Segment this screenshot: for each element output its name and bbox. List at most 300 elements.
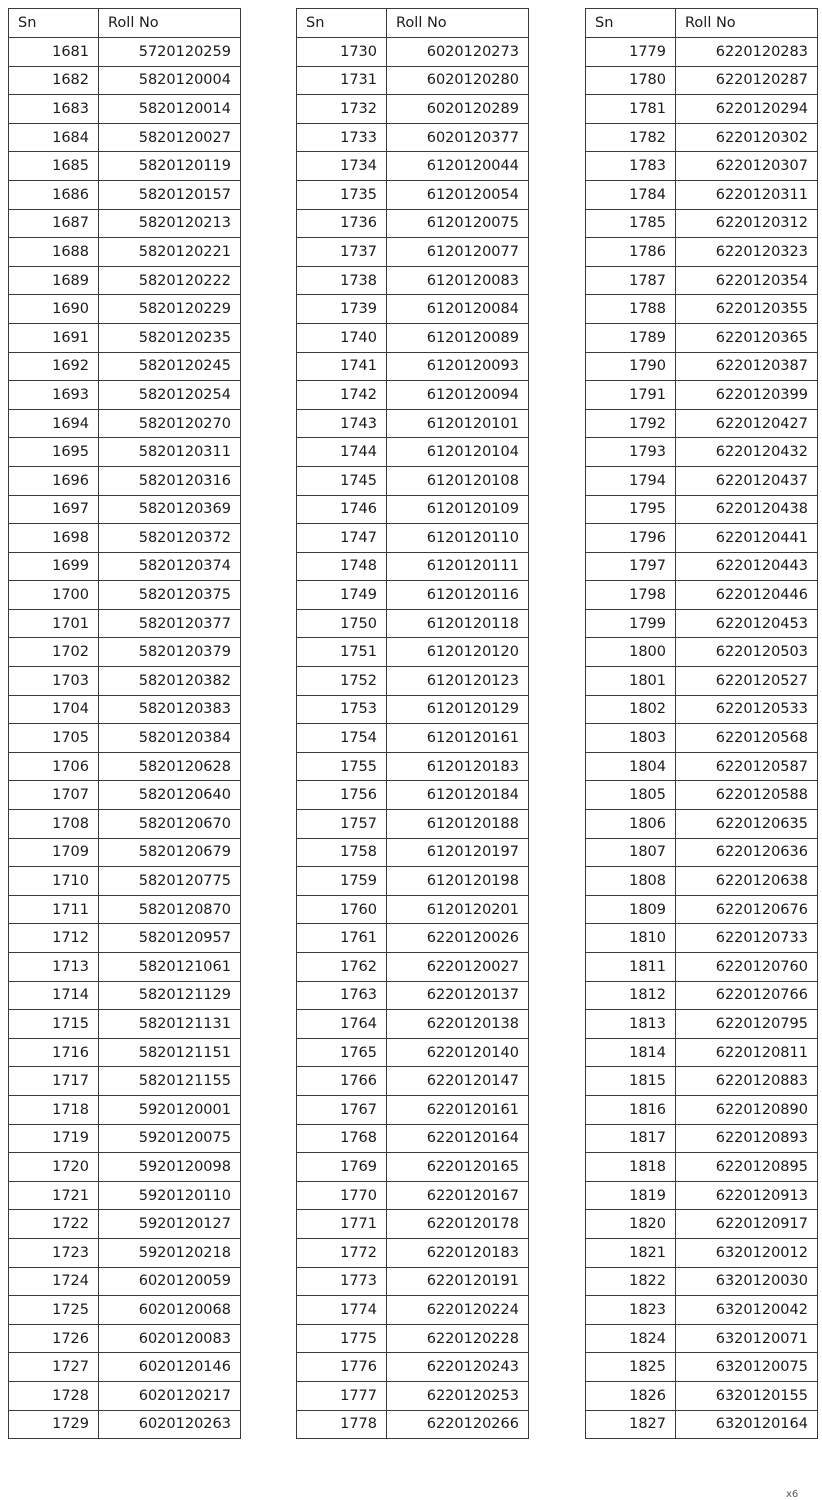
roll-no-cell: 5820120369 bbox=[99, 495, 241, 524]
sn-cell: 1749 bbox=[297, 581, 387, 610]
table-row bbox=[9, 752, 241, 781]
roll-no-cell: 6220120917 bbox=[676, 1210, 818, 1239]
sn-cell: 1700 bbox=[9, 581, 99, 610]
table-row bbox=[586, 752, 818, 781]
table-row bbox=[586, 667, 818, 696]
sn-cell: 1728 bbox=[9, 1381, 99, 1410]
roll-no-cell: 6220120354 bbox=[676, 266, 818, 295]
table-row bbox=[297, 552, 529, 581]
table-row bbox=[586, 38, 818, 67]
sn-cell: 1801 bbox=[586, 667, 676, 696]
table-row bbox=[297, 95, 529, 124]
roll-no-cell: 6220120432 bbox=[676, 438, 818, 467]
table-row bbox=[9, 1067, 241, 1096]
roll-no-cell: 6220120178 bbox=[387, 1210, 529, 1239]
sn-cell: 1730 bbox=[297, 38, 387, 67]
table-row bbox=[586, 466, 818, 495]
table-row bbox=[297, 752, 529, 781]
sn-cell: 1742 bbox=[297, 381, 387, 410]
roll-no-cell: 6120120198 bbox=[387, 867, 529, 896]
table-row bbox=[9, 781, 241, 810]
roll-no-cell: 6220120224 bbox=[387, 1296, 529, 1325]
roll-no-cell: 6220120399 bbox=[676, 381, 818, 410]
sn-cell: 1788 bbox=[586, 295, 676, 324]
table-row bbox=[586, 123, 818, 152]
table-row bbox=[9, 1181, 241, 1210]
roll-no-cell: 6220120253 bbox=[387, 1381, 529, 1410]
sn-cell: 1757 bbox=[297, 810, 387, 839]
sn-cell: 1710 bbox=[9, 867, 99, 896]
sn-cell: 1824 bbox=[586, 1324, 676, 1353]
sn-cell: 1762 bbox=[297, 953, 387, 982]
sn-cell: 1760 bbox=[297, 895, 387, 924]
roll-no-cell: 6220120588 bbox=[676, 781, 818, 810]
sn-cell: 1759 bbox=[297, 867, 387, 896]
roll-no-cell: 6120120197 bbox=[387, 838, 529, 867]
roll-no-cell: 6120120188 bbox=[387, 810, 529, 839]
table-row bbox=[297, 352, 529, 381]
sn-cell: 1686 bbox=[9, 180, 99, 209]
table-row bbox=[9, 981, 241, 1010]
roll-no-cell: 6220120027 bbox=[387, 953, 529, 982]
sn-cell: 1747 bbox=[297, 524, 387, 553]
table-row bbox=[297, 953, 529, 982]
roll-no-cell: 5820120382 bbox=[99, 667, 241, 696]
sn-cell: 1684 bbox=[9, 123, 99, 152]
table-row bbox=[297, 581, 529, 610]
sn-cell: 1765 bbox=[297, 1038, 387, 1067]
roll-no-cell: 6320120075 bbox=[676, 1353, 818, 1382]
roll-no-cell: 6320120042 bbox=[676, 1296, 818, 1325]
table-row bbox=[297, 1153, 529, 1182]
table-row bbox=[9, 123, 241, 152]
table-row bbox=[586, 1267, 818, 1296]
table-row bbox=[297, 66, 529, 95]
sn-cell: 1782 bbox=[586, 123, 676, 152]
table-row bbox=[297, 1181, 529, 1210]
sn-cell: 1729 bbox=[9, 1410, 99, 1439]
sn-cell: 1751 bbox=[297, 638, 387, 667]
sn-cell: 1707 bbox=[9, 781, 99, 810]
sn-cell: 1721 bbox=[9, 1181, 99, 1210]
roll-no-cell: 6220120266 bbox=[387, 1410, 529, 1439]
roll-no-cell: 6120120084 bbox=[387, 295, 529, 324]
sn-cell: 1784 bbox=[586, 180, 676, 209]
roll-no-cell: 6220120437 bbox=[676, 466, 818, 495]
sn-cell: 1777 bbox=[297, 1381, 387, 1410]
roll-no-cell: 6220120895 bbox=[676, 1153, 818, 1182]
roll-no-cell: 6120120108 bbox=[387, 466, 529, 495]
table-row bbox=[9, 409, 241, 438]
sn-cell: 1754 bbox=[297, 724, 387, 753]
table-row bbox=[297, 1124, 529, 1153]
roll-no-cell: 5920120098 bbox=[99, 1153, 241, 1182]
roll-no-cell: 6320120155 bbox=[676, 1381, 818, 1410]
roll-no-cell: 6220120443 bbox=[676, 552, 818, 581]
sn-cell: 1726 bbox=[9, 1324, 99, 1353]
sn-cell: 1804 bbox=[586, 752, 676, 781]
roll-no-cell: 5820120379 bbox=[99, 638, 241, 667]
roll-no-cell: 5920120127 bbox=[99, 1210, 241, 1239]
sn-cell: 1820 bbox=[586, 1210, 676, 1239]
table-row bbox=[9, 66, 241, 95]
sn-cell: 1803 bbox=[586, 724, 676, 753]
table-row bbox=[9, 438, 241, 467]
header-row bbox=[586, 9, 818, 38]
roll-no-cell: 6120120184 bbox=[387, 781, 529, 810]
sn-header: Sn bbox=[297, 9, 387, 38]
table-row bbox=[9, 266, 241, 295]
table-row bbox=[9, 1124, 241, 1153]
table-row bbox=[586, 1324, 818, 1353]
table-row bbox=[297, 1296, 529, 1325]
sn-cell: 1752 bbox=[297, 667, 387, 696]
roll-no-cell: 5820120014 bbox=[99, 95, 241, 124]
sn-cell: 1787 bbox=[586, 266, 676, 295]
roll-no-cell: 6220120811 bbox=[676, 1038, 818, 1067]
sn-cell: 1689 bbox=[9, 266, 99, 295]
sn-cell: 1811 bbox=[586, 953, 676, 982]
table-row bbox=[586, 495, 818, 524]
roll-no-header: Roll No bbox=[99, 9, 241, 38]
roll-no-cell: 6220120636 bbox=[676, 838, 818, 867]
sn-cell: 1694 bbox=[9, 409, 99, 438]
sn-cell: 1806 bbox=[586, 810, 676, 839]
roll-no-cell: 6220120183 bbox=[387, 1238, 529, 1267]
table-row bbox=[586, 838, 818, 867]
table-row bbox=[297, 180, 529, 209]
sn-cell: 1810 bbox=[586, 924, 676, 953]
sn-cell: 1763 bbox=[297, 981, 387, 1010]
sn-cell: 1827 bbox=[586, 1410, 676, 1439]
sn-cell: 1725 bbox=[9, 1296, 99, 1325]
roll-no-cell: 6220120533 bbox=[676, 695, 818, 724]
sn-header: Sn bbox=[9, 9, 99, 38]
sn-cell: 1783 bbox=[586, 152, 676, 181]
table-row bbox=[9, 95, 241, 124]
sn-cell: 1789 bbox=[586, 323, 676, 352]
roll-no-cell: 6220120191 bbox=[387, 1267, 529, 1296]
table-row bbox=[586, 1095, 818, 1124]
sn-cell: 1778 bbox=[297, 1410, 387, 1439]
roll-no-cell: 6220120287 bbox=[676, 66, 818, 95]
roll-no-cell: 5820120254 bbox=[99, 381, 241, 410]
sn-cell: 1733 bbox=[297, 123, 387, 152]
table-row bbox=[9, 1238, 241, 1267]
sn-cell: 1711 bbox=[9, 895, 99, 924]
table-row bbox=[9, 1353, 241, 1382]
roll-no-cell: 5820120270 bbox=[99, 409, 241, 438]
roll-no-cell: 6120120104 bbox=[387, 438, 529, 467]
roll-no-cell: 5820120235 bbox=[99, 323, 241, 352]
sn-cell: 1690 bbox=[9, 295, 99, 324]
roll-no-cell: 5820120374 bbox=[99, 552, 241, 581]
roll-no-cell: 5820120640 bbox=[99, 781, 241, 810]
sn-cell: 1826 bbox=[586, 1381, 676, 1410]
sn-cell: 1776 bbox=[297, 1353, 387, 1382]
roll-no-cell: 6220120355 bbox=[676, 295, 818, 324]
table-row bbox=[9, 295, 241, 324]
roll-no-cell: 5820121129 bbox=[99, 981, 241, 1010]
sn-cell: 1774 bbox=[297, 1296, 387, 1325]
sn-cell: 1753 bbox=[297, 695, 387, 724]
table-row bbox=[9, 1153, 241, 1182]
sn-cell: 1723 bbox=[9, 1238, 99, 1267]
roll-no-cell: 5820120221 bbox=[99, 238, 241, 267]
table-row bbox=[586, 1124, 818, 1153]
table-row bbox=[586, 895, 818, 924]
table-row bbox=[297, 524, 529, 553]
table-row bbox=[586, 1067, 818, 1096]
sn-cell: 1755 bbox=[297, 752, 387, 781]
table-row bbox=[297, 810, 529, 839]
roll-no-cell: 6120120075 bbox=[387, 209, 529, 238]
roll-no-cell: 5820120316 bbox=[99, 466, 241, 495]
table-row bbox=[586, 1410, 818, 1439]
sn-cell: 1724 bbox=[9, 1267, 99, 1296]
sn-cell: 1769 bbox=[297, 1153, 387, 1182]
roll-no-cell: 6220120161 bbox=[387, 1095, 529, 1124]
sn-cell: 1748 bbox=[297, 552, 387, 581]
roll-no-cell: 6220120795 bbox=[676, 1010, 818, 1039]
table-row bbox=[9, 581, 241, 610]
table-row bbox=[586, 1181, 818, 1210]
roll-no-cell: 6220120760 bbox=[676, 953, 818, 982]
table-row bbox=[586, 1153, 818, 1182]
sn-cell: 1768 bbox=[297, 1124, 387, 1153]
sn-cell: 1738 bbox=[297, 266, 387, 295]
table-row bbox=[9, 953, 241, 982]
sn-cell: 1805 bbox=[586, 781, 676, 810]
roll-no-cell: 6220120890 bbox=[676, 1095, 818, 1124]
table-row bbox=[297, 981, 529, 1010]
table-row bbox=[9, 352, 241, 381]
table-row bbox=[297, 695, 529, 724]
roll-no-cell: 6220120243 bbox=[387, 1353, 529, 1382]
table-row bbox=[297, 1410, 529, 1439]
sn-cell: 1786 bbox=[586, 238, 676, 267]
sn-cell: 1716 bbox=[9, 1038, 99, 1067]
table-row bbox=[297, 1238, 529, 1267]
sn-cell: 1791 bbox=[586, 381, 676, 410]
sn-cell: 1702 bbox=[9, 638, 99, 667]
table-row bbox=[586, 323, 818, 352]
table-row bbox=[9, 609, 241, 638]
sn-cell: 1802 bbox=[586, 695, 676, 724]
table-row bbox=[297, 1324, 529, 1353]
sn-cell: 1705 bbox=[9, 724, 99, 753]
roll-no-cell: 5820120870 bbox=[99, 895, 241, 924]
roll-no-header: Roll No bbox=[387, 9, 529, 38]
roll-no-cell: 6220120167 bbox=[387, 1181, 529, 1210]
roll-no-cell: 6120120116 bbox=[387, 581, 529, 610]
roll-no-cell: 6220120294 bbox=[676, 95, 818, 124]
roll-no-cell: 5820121151 bbox=[99, 1038, 241, 1067]
sn-cell: 1720 bbox=[9, 1153, 99, 1182]
sn-cell: 1808 bbox=[586, 867, 676, 896]
table-row bbox=[9, 381, 241, 410]
roll-no-cell: 6220120733 bbox=[676, 924, 818, 953]
table-row bbox=[9, 152, 241, 181]
table-row bbox=[297, 895, 529, 924]
roll-no-cell: 6220120453 bbox=[676, 609, 818, 638]
roll-no-cell: 6220120766 bbox=[676, 981, 818, 1010]
sn-cell: 1745 bbox=[297, 466, 387, 495]
roll-no-cell: 6220120165 bbox=[387, 1153, 529, 1182]
sn-cell: 1681 bbox=[9, 38, 99, 67]
sn-cell: 1704 bbox=[9, 695, 99, 724]
table-row bbox=[586, 180, 818, 209]
roll-no-cell: 6020120280 bbox=[387, 66, 529, 95]
sn-cell: 1692 bbox=[9, 352, 99, 381]
roll-no-cell: 6020120146 bbox=[99, 1353, 241, 1382]
sn-cell: 1775 bbox=[297, 1324, 387, 1353]
table-row bbox=[9, 810, 241, 839]
roll-no-cell: 6120120093 bbox=[387, 352, 529, 381]
sn-cell: 1727 bbox=[9, 1353, 99, 1382]
table-row bbox=[9, 466, 241, 495]
sn-cell: 1682 bbox=[9, 66, 99, 95]
roll-no-cell: 6120120094 bbox=[387, 381, 529, 410]
table-row bbox=[297, 295, 529, 324]
sn-cell: 1819 bbox=[586, 1181, 676, 1210]
table-row bbox=[9, 1410, 241, 1439]
table-row bbox=[586, 867, 818, 896]
table-row bbox=[297, 438, 529, 467]
sn-cell: 1737 bbox=[297, 238, 387, 267]
table-row bbox=[586, 609, 818, 638]
roll-no-cell: 6020120068 bbox=[99, 1296, 241, 1325]
table-row bbox=[297, 495, 529, 524]
sn-cell: 1812 bbox=[586, 981, 676, 1010]
sn-cell: 1687 bbox=[9, 209, 99, 238]
sn-cell: 1691 bbox=[9, 323, 99, 352]
table-row bbox=[297, 152, 529, 181]
roll-no-cell: 6120120109 bbox=[387, 495, 529, 524]
table-row bbox=[586, 1238, 818, 1267]
roll-no-cell: 6220120311 bbox=[676, 180, 818, 209]
roll-no-cell: 6320120030 bbox=[676, 1267, 818, 1296]
sn-cell: 1712 bbox=[9, 924, 99, 953]
table-row bbox=[586, 409, 818, 438]
roll-no-cell: 6220120676 bbox=[676, 895, 818, 924]
roll-no-cell: 5920120001 bbox=[99, 1095, 241, 1124]
table-row bbox=[9, 667, 241, 696]
roll-no-cell: 5820120372 bbox=[99, 524, 241, 553]
table-row bbox=[297, 381, 529, 410]
table-row bbox=[9, 1296, 241, 1325]
table-row bbox=[9, 895, 241, 924]
sn-cell: 1741 bbox=[297, 352, 387, 381]
table-row bbox=[586, 810, 818, 839]
table-row bbox=[9, 1381, 241, 1410]
table-row bbox=[586, 209, 818, 238]
roll-no-cell: 6220120441 bbox=[676, 524, 818, 553]
roll-no-cell: 5820120670 bbox=[99, 810, 241, 839]
roll-no-cell: 6120120044 bbox=[387, 152, 529, 181]
table-row bbox=[586, 924, 818, 953]
table-row bbox=[586, 981, 818, 1010]
table-row bbox=[9, 552, 241, 581]
roll-no-cell: 5820120375 bbox=[99, 581, 241, 610]
sn-cell: 1779 bbox=[586, 38, 676, 67]
roll-no-cell: 6220120527 bbox=[676, 667, 818, 696]
table-row bbox=[9, 638, 241, 667]
table-row bbox=[297, 724, 529, 753]
sn-cell: 1818 bbox=[586, 1153, 676, 1182]
sn-cell: 1732 bbox=[297, 95, 387, 124]
roll-table-2 bbox=[296, 8, 529, 1439]
roll-no-cell: 6120120077 bbox=[387, 238, 529, 267]
table-row bbox=[586, 953, 818, 982]
roll-no-cell: 6220120307 bbox=[676, 152, 818, 181]
table-row bbox=[586, 1353, 818, 1382]
roll-no-cell: 5820121131 bbox=[99, 1010, 241, 1039]
roll-no-cell: 6220120387 bbox=[676, 352, 818, 381]
roll-no-cell: 6220120587 bbox=[676, 752, 818, 781]
sn-cell: 1807 bbox=[586, 838, 676, 867]
table-row bbox=[586, 152, 818, 181]
table-row bbox=[297, 238, 529, 267]
sn-cell: 1798 bbox=[586, 581, 676, 610]
sn-cell: 1799 bbox=[586, 609, 676, 638]
roll-no-cell: 6120120123 bbox=[387, 667, 529, 696]
sn-cell: 1703 bbox=[9, 667, 99, 696]
table-row bbox=[9, 38, 241, 67]
roll-no-cell: 6220120638 bbox=[676, 867, 818, 896]
sn-cell: 1822 bbox=[586, 1267, 676, 1296]
sn-cell: 1809 bbox=[586, 895, 676, 924]
roll-no-cell: 6120120089 bbox=[387, 323, 529, 352]
table-row bbox=[297, 867, 529, 896]
table-row bbox=[586, 552, 818, 581]
sn-cell: 1719 bbox=[9, 1124, 99, 1153]
sn-cell: 1761 bbox=[297, 924, 387, 953]
roll-no-cell: 6020120289 bbox=[387, 95, 529, 124]
sn-cell: 1714 bbox=[9, 981, 99, 1010]
roll-no-cell: 5820121155 bbox=[99, 1067, 241, 1096]
table-row bbox=[297, 1353, 529, 1382]
roll-no-cell: 5820120377 bbox=[99, 609, 241, 638]
table-row bbox=[9, 1038, 241, 1067]
table-row bbox=[9, 1267, 241, 1296]
table-row bbox=[586, 524, 818, 553]
sn-cell: 1771 bbox=[297, 1210, 387, 1239]
sn-cell: 1736 bbox=[297, 209, 387, 238]
roll-no-cell: 6220120140 bbox=[387, 1038, 529, 1067]
roll-no-cell: 5820121061 bbox=[99, 953, 241, 982]
sn-cell: 1696 bbox=[9, 466, 99, 495]
sn-cell: 1795 bbox=[586, 495, 676, 524]
roll-no-cell: 5820120775 bbox=[99, 867, 241, 896]
sn-cell: 1697 bbox=[9, 495, 99, 524]
sn-cell: 1785 bbox=[586, 209, 676, 238]
table-row bbox=[9, 1010, 241, 1039]
sn-cell: 1780 bbox=[586, 66, 676, 95]
sn-cell: 1790 bbox=[586, 352, 676, 381]
sn-cell: 1767 bbox=[297, 1095, 387, 1124]
sn-cell: 1813 bbox=[586, 1010, 676, 1039]
roll-no-cell: 5920120075 bbox=[99, 1124, 241, 1153]
sn-cell: 1764 bbox=[297, 1010, 387, 1039]
roll-no-cell: 5820120157 bbox=[99, 180, 241, 209]
table-row bbox=[586, 695, 818, 724]
table-row bbox=[586, 238, 818, 267]
table-row bbox=[586, 1010, 818, 1039]
sn-cell: 1715 bbox=[9, 1010, 99, 1039]
roll-no-cell: 6120120183 bbox=[387, 752, 529, 781]
sn-cell: 1734 bbox=[297, 152, 387, 181]
